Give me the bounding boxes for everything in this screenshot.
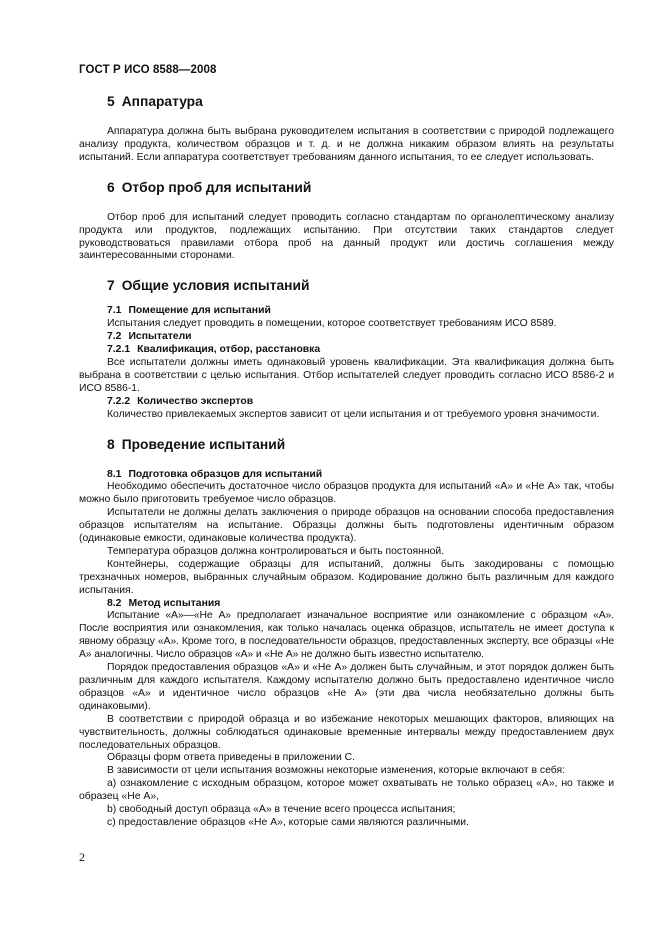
subsection-8-2-paragraph-5: В зависимости от цели испытания возможны некоторые изменения, которые включают в себя: <box>107 765 565 777</box>
subsection-7-1-heading: 7.1 Помещение для испытаний <box>107 305 271 317</box>
subsection-8-2-heading: 8.2 Метод испытания <box>107 597 221 609</box>
section-5-paragraph: Аппаратура должна быть выбрана руководителем испытания в соответствии с природой подлежащего анализу продукта, количеством образцов и т. д. и не должна никаким образом влиять на результаты испытаний. Если аппаратура соответствует требованиям данного испытания, то ее следует использовать. <box>79 126 614 163</box>
section-7-heading <box>79 277 614 294</box>
subsection-8-2-paragraph-1: Испытание «А»—«Не А» предполагает изначальное восприятие или ознакомление с образцом «А». После восприятия или ознакомления, как только началась оценка образцов, испытатель не имеет доступа к явному образцу «А». Кроме того, в последовательности образцов, предоставленных эксперту, все образцы «Не А» аналогичны. Число образцов «А» и «Не А» не должно быть известно испытателю. <box>79 610 614 661</box>
subsection-7-2-1-paragraph: Все испытатели должны иметь одинаковый уровень квалификации. Эта квалификация должна быть выбрана в соответствии с целью испытания. Отбор испытателей следует проводить согласно ИСО 8586-2 и ИСО 8586-1. <box>79 356 614 394</box>
page-number: 2 <box>79 850 85 864</box>
standard-header: ГОСТ Р ИСО 8588—2008 <box>79 64 217 76</box>
subsection-7-1-paragraph: Испытания следует проводить в помещении, которое соответствует требованиям ИСО 8589. <box>107 318 557 330</box>
subsection-8-2-paragraph-2: Порядок предоставления образцов «А» и «Не А» должен быть случайным, и этот порядок должен быть различным для каждого испытателя. Каждому испытателю должно быть предоставлено идентичное число образцов «А» и идентичное число образцов «Не А» (эти два числа необязательно должны быть одинаковыми). <box>79 662 614 712</box>
list-item-b: b) свободный доступ образца «А» в течение всего процесса испытания; <box>107 804 456 816</box>
section-title: Общие условия испытаний <box>121 278 310 294</box>
section-number: 5 <box>107 94 115 109</box>
section-5-heading <box>79 93 614 110</box>
subsection-8-2-paragraph-3: В соответствии с природой образца и во избежание некоторых мешающих факторов, влияющих на чувствительность, должны соблюдаться одинаковые временные интервалы между предоставлением двух последовательных образцов. <box>79 713 614 751</box>
page-content <box>79 93 614 830</box>
subsection-8-1-paragraph-1: Необходимо обеспечить достаточное число образцов продукта для испытаний «А» и «Не А» так, чтобы можно было приготовить требуемое число образцов. <box>79 481 614 506</box>
section-title: Отбор проб для испытаний <box>121 179 312 195</box>
section-title: Проведение испытаний <box>121 436 286 452</box>
section-6-heading <box>79 179 614 196</box>
section-6-paragraph: Отбор проб для испытаний следует проводить согласно стандартам по органолептическому анализу продукта или продуктов, подлежащих испытанию. При отсутствии таких стандартов следует руководствоваться правилами отбора проб на данный продукт или достичь соглашения между заинтересованными сторонами. <box>79 211 614 262</box>
subsection-8-1-paragraph-3: Температура образцов должна контролироваться и быть постоянной. <box>107 545 445 557</box>
section-number: 6 <box>107 179 115 195</box>
section-8-heading <box>79 436 614 453</box>
list-item-c: c) предоставление образцов «Не А», которые сами являются различными. <box>107 816 469 828</box>
subsection-7-2-2-heading: 7.2.2 Количество экспертов <box>107 395 254 407</box>
section-number: 7 <box>107 278 115 294</box>
subsection-8-2-paragraph-4: Образцы форм ответа приведены в приложении С. <box>107 752 356 764</box>
list-item-a: a) ознакомление с исходным образцом, которое может охватывать не только образец «А», но также и образец «Не А», <box>79 778 614 803</box>
section-number: 8 <box>107 436 115 452</box>
subsection-8-1-paragraph-2: Испытатели не должны делать заключения о природе образцов на основании способа предоставления образцов испытателям на испытание. Образцы должны быть подготовлены идентичным образом (одинаковые емкости, одинаковые количества продукта). <box>79 507 614 545</box>
subsection-7-2-1-heading: 7.2.1 Квалификация, отбор, расстановка <box>107 344 321 356</box>
subsection-7-2-2-paragraph: Количество привлекаемых экспертов зависит от цели испытания и от требуемого уровня значимости. <box>107 408 600 420</box>
section-title: Аппаратура <box>121 94 203 109</box>
subsection-8-1-heading: 8.1 Подготовка образцов для испытаний <box>107 468 323 480</box>
subsection-7-2-heading: 7.2 Испытатели <box>107 331 192 343</box>
subsection-8-1-paragraph-4: Контейнеры, содержащие образцы для испытаний, должны быть закодированы с помощью трехзначных номеров, выбранных случайным образом. Кодирование должно быть различным для каждого испытания. <box>79 558 614 596</box>
